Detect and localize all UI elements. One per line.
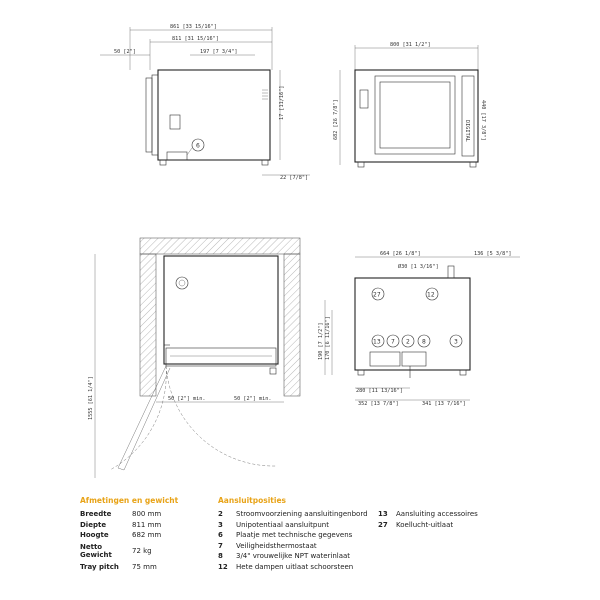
connections-title: Aansluitposities <box>218 496 286 505</box>
dim-rear-bottom-right: 341 [13 7/16"] <box>422 401 466 407</box>
dim-rear-height-a: 190 [7 1/2"] <box>318 322 324 360</box>
dim-rear-height-b: 170 [6 11/16"] <box>325 316 331 360</box>
connection-label: Hete dampen uitlaat schoorsteen <box>236 562 354 571</box>
connection-row <box>218 520 378 531</box>
callout-2: 2 <box>406 338 410 346</box>
connection-label: Aansluiting accessoires <box>396 510 478 518</box>
dim-connection-offset: 197 [7 3/4"] <box>200 49 238 55</box>
dim-door-swing: 1555 [61 1/4"] <box>88 376 94 420</box>
callout-13: 13 <box>373 338 381 346</box>
dim-rear-height-c: 280 [11 13/16"] <box>356 388 403 394</box>
dim-clearance-left: 50 [2"] min. <box>168 396 206 402</box>
callout-12: 12 <box>427 291 435 299</box>
dim-body-depth: 811 [31 15/16"] <box>172 36 219 42</box>
front-view <box>333 42 486 167</box>
connection-label: 3/4" vrouwelijke NPT waterinlaat <box>236 552 351 560</box>
spec-row <box>80 530 210 541</box>
info-tables <box>0 496 600 600</box>
connection-row <box>378 520 518 531</box>
spec-key: Tray pitch <box>80 562 119 571</box>
connections-table <box>218 496 378 572</box>
side-view <box>100 24 310 181</box>
dim-clearance-right: 50 [2"] min. <box>234 396 272 402</box>
connection-num: 8 <box>218 552 223 560</box>
spec-row <box>80 541 210 562</box>
connection-num: 2 <box>218 510 223 518</box>
spec-key: Netto Gewicht <box>80 542 112 559</box>
dim-front-width: 800 [31 1/2"] <box>390 42 431 48</box>
spec-row <box>80 509 210 520</box>
dim-rear-bottom-left: 352 [13 7/8"] <box>358 401 399 407</box>
connection-num: 7 <box>218 541 223 550</box>
specs-table <box>80 496 210 572</box>
spec-value: 72 kg <box>132 546 152 555</box>
brand-label: DIGITAL <box>464 120 470 142</box>
spec-key: Diepte <box>80 520 107 529</box>
connection-num: 12 <box>218 562 228 571</box>
dim-overall-depth: 861 [33 15/16"] <box>170 24 217 30</box>
connection-row <box>218 541 378 552</box>
dim-left-offset: 50 [2"] <box>114 49 136 55</box>
callout-27: 27 <box>373 291 381 299</box>
callout-8: 8 <box>422 338 426 346</box>
connection-label: Unipotentiaal aansluitpunt <box>236 520 329 529</box>
dim-exhaust-dia: Ø30 [1 3/16"] <box>398 264 439 270</box>
spec-key: Hoogte <box>80 531 109 539</box>
rear-view <box>318 251 520 407</box>
connection-label: Stroomvoorziening aansluitingenbord <box>236 510 368 518</box>
connection-num: 3 <box>218 520 223 529</box>
connection-num: 27 <box>378 520 388 529</box>
spec-key: Breedte <box>80 510 112 518</box>
spec-value: 800 mm <box>132 510 162 518</box>
connection-row <box>218 551 378 562</box>
connection-label: Veiligheidsthermostaat <box>236 541 317 550</box>
connection-row <box>218 562 378 573</box>
spec-row <box>80 520 210 531</box>
connection-row <box>218 530 378 541</box>
callout-6: 6 <box>196 142 200 150</box>
connection-row <box>218 509 378 520</box>
dim-front-right: 440 [17 3/8"] <box>480 100 486 141</box>
spec-value: 75 mm <box>132 562 157 571</box>
dim-rear-width: 664 [26 1/8"] <box>380 251 421 257</box>
connection-row <box>378 509 518 520</box>
callout-3: 3 <box>454 338 458 346</box>
spec-row <box>80 562 210 573</box>
callout-7: 7 <box>391 338 395 346</box>
connections-table-right <box>378 509 518 530</box>
dim-rear-right-offset: 136 [5 3/8"] <box>474 251 512 257</box>
dim-front-height: 682 [26 7/8"] <box>333 99 339 140</box>
dim-foot-height: 22 [7/8"] <box>280 175 309 181</box>
connection-num: 6 <box>218 531 223 539</box>
connection-label: Plaatje met technische gegevens <box>236 531 353 539</box>
connection-label: Koellucht-uitlaat <box>396 520 454 529</box>
spec-value: 811 mm <box>132 520 162 529</box>
connection-num: 13 <box>378 510 388 518</box>
specs-title: Afmetingen en gewicht <box>80 496 179 505</box>
floor-plan <box>88 238 300 478</box>
dim-side-height: 17 [11/16"] <box>279 85 285 120</box>
spec-value: 682 mm <box>132 531 162 539</box>
